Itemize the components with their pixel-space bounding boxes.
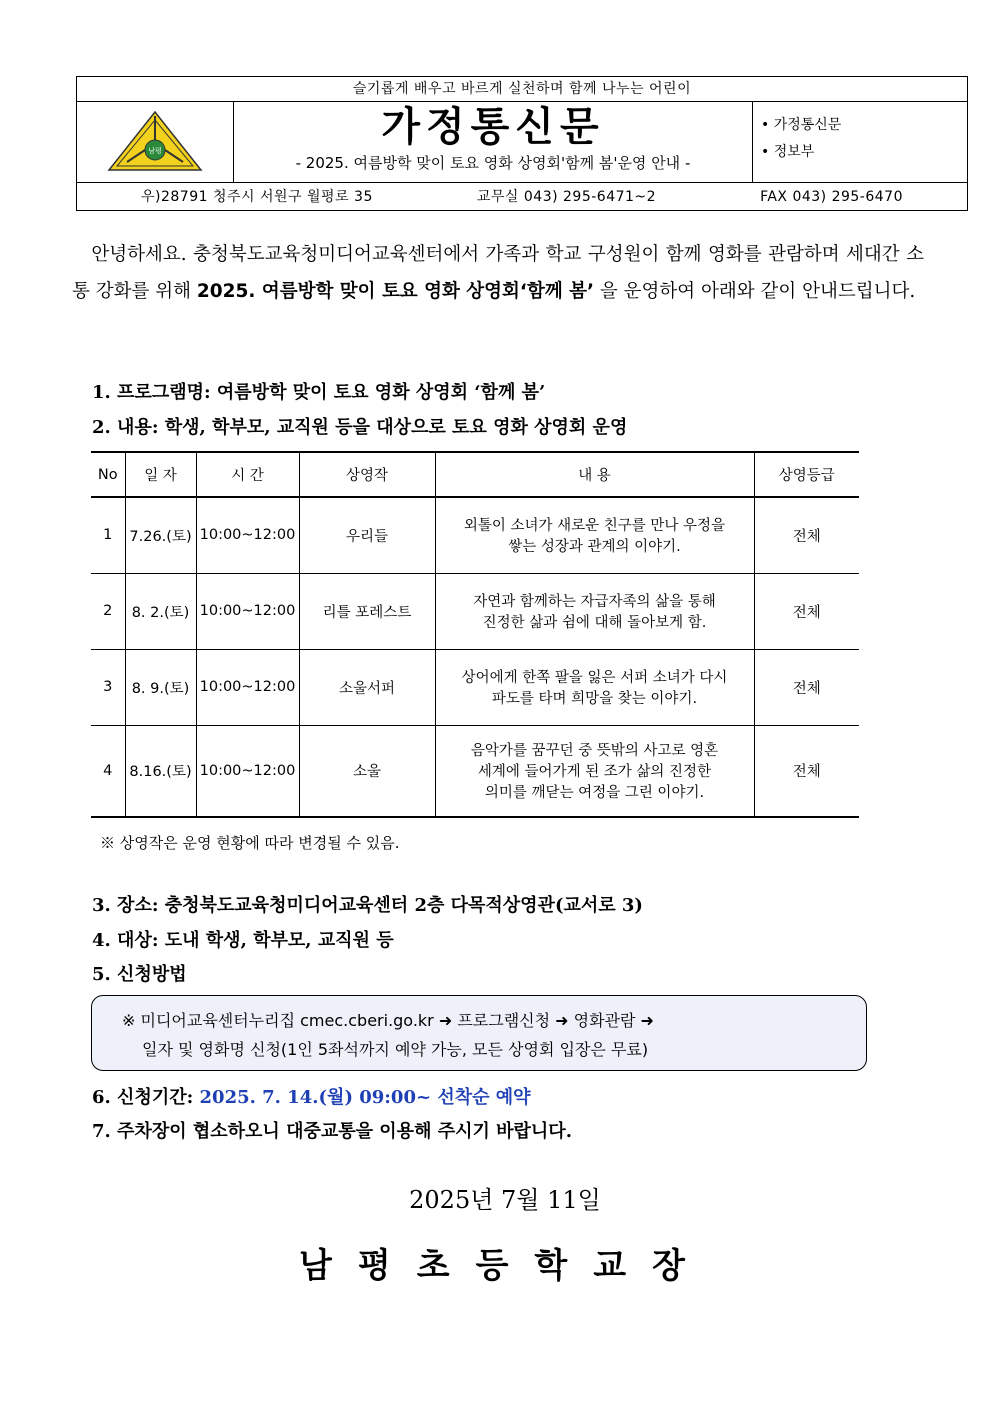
cell-no: 1: [91, 497, 125, 573]
item-program-name: 1. 프로그램명: 여름방학 맞이 토요 영화 상영회 ‘함께 봄’: [92, 382, 546, 403]
letterhead: [76, 76, 968, 211]
content-line: 음악가를 꿈꾸던 중 뜻밖의 사고로 영혼: [470, 743, 719, 760]
column-header-time: 시 간: [196, 452, 299, 497]
content-line: 파도를 타며 희망을 찾는 이야기.: [491, 691, 698, 707]
apply-period-label: 6. 신청기간:: [92, 1087, 200, 1108]
column-header-date: 일 자: [125, 452, 196, 497]
cell-no: 3: [91, 649, 125, 725]
apply-method-box: [91, 995, 867, 1071]
cell-no: 4: [91, 725, 125, 817]
content-line: 상어에게 한쪽 팔을 잃은 서퍼 소녀가 다시: [461, 670, 728, 686]
column-header-content: 내 용: [435, 452, 754, 497]
fax-number: FAX 043) 295-6470: [760, 189, 903, 205]
content-line: 세계에 들어가게 된 조가 삶의 진정한: [477, 764, 712, 781]
cell-date: 8.16.(토): [125, 725, 196, 817]
table-row: [91, 649, 859, 725]
cell-content: [435, 497, 754, 573]
address: 우)28791 청주시 서원구 월평로 35: [141, 189, 373, 205]
intro-text: 안녕하세요. 충청북도교육청미디어교육센터에서 가족과 학교 구성원이 함께 영화를 관람하며 세대간 소통 강화를 위해: [72, 244, 924, 302]
item-target: 4. 대상: 도내 학생, 학부모, 교직원 등: [92, 930, 394, 951]
cell-time: 10:00~12:00: [196, 725, 299, 817]
apply-period-value: 2025. 7. 14.(월) 09:00~ 선착순 예약: [199, 1087, 531, 1108]
apply-line-2: 일자 및 영화명 신청(1인 5좌석까지 예약 가능, 모든 상영회 입장은 무료): [142, 1040, 649, 1059]
cell-rating: 전체: [754, 497, 859, 573]
document-title: 가정통신문: [381, 104, 605, 150]
column-header-film: 상영작: [299, 452, 435, 497]
content-line: 쌓는 성장과 관계의 이야기.: [508, 539, 681, 556]
cell-no: 2: [91, 573, 125, 649]
cell-film: 우리들: [299, 497, 435, 573]
table-note: ※ 상영작은 운영 현황에 따라 변경될 수 있음.: [100, 834, 400, 852]
intro-bold-text: 2025. 여름방학 맞이 토요 영화 상영회‘함께 봄’: [196, 281, 595, 302]
cell-date: 8. 9.(토): [125, 649, 196, 725]
content-line: 외톨이 소녀가 새로운 친구를 만나 우정을: [463, 518, 726, 535]
cell-rating: 전체: [754, 725, 859, 817]
table-row: [91, 497, 859, 573]
cell-film: 소울서퍼: [299, 649, 435, 725]
contact-line: [77, 183, 967, 212]
intro-text-end: 을 운영하여 아래와 같이 안내드립니다.: [594, 281, 916, 302]
item-location: 3. 장소: 충청북도교육청미디어교육센터 2층 다목적상영관(교서로 3): [92, 895, 643, 916]
column-header-rating: 상영등급: [754, 452, 859, 497]
office-phone: 교무실 043) 295-6471~2: [476, 189, 657, 205]
cell-content: [435, 573, 754, 649]
table-row: [91, 573, 859, 649]
item-parking-notice: 7. 주차장이 협소하오니 대중교통을 이용해 주시기 바랍니다.: [92, 1121, 572, 1142]
apply-line-1: ※ 미디어교육센터누리집 cmec.cberi.go.kr ➜ 프로그램신청 ➜ 영화관람 ➜: [122, 1011, 654, 1030]
cell-film: 소울: [299, 725, 435, 817]
item-apply-method: 5. 신청방법: [92, 964, 187, 985]
school-logo: [77, 102, 234, 182]
side-item-newsletter: • 가정통신문: [761, 117, 842, 133]
cell-content: [435, 649, 754, 725]
side-info: [753, 102, 967, 182]
cell-time: 10:00~12:00: [196, 497, 299, 573]
logo-text: 남평: [148, 147, 162, 155]
school-motto: 슬기롭게 배우고 바르게 실천하며 함께 나누는 어린이: [77, 77, 967, 102]
schedule-table: [91, 451, 859, 818]
item-content: 2. 내용: 학생, 학부모, 교직원 등을 대상으로 토요 영화 상영회 운영: [92, 417, 628, 438]
table-header-row: [91, 452, 859, 497]
item-apply-period: [92, 1083, 531, 1109]
content-line: 의미를 깨닫는 여정을 그린 이야기.: [484, 785, 705, 802]
intro-paragraph: [72, 236, 924, 310]
cell-time: 10:00~12:00: [196, 649, 299, 725]
cell-time: 10:00~12:00: [196, 573, 299, 649]
table-row: [91, 725, 859, 817]
cell-date: 7.26.(토): [125, 497, 196, 573]
cell-content: [435, 725, 754, 817]
column-header-no: No: [91, 452, 125, 497]
cell-date: 8. 2.(토): [125, 573, 196, 649]
principal-signature: 남평초등학교장: [299, 1246, 711, 1286]
cell-rating: 전체: [754, 649, 859, 725]
content-line: 자연과 함께하는 자급자족의 삶을 통해: [473, 594, 716, 610]
school-emblem-icon: [105, 110, 205, 174]
cell-rating: 전체: [754, 573, 859, 649]
side-item-department: • 정보부: [761, 144, 815, 160]
cell-film: 리틀 포레스트: [299, 573, 435, 649]
document-subtitle: - 2025. 여름방학 맞이 토요 영화 상영회'함께 봄'운영 안내 -: [295, 154, 691, 172]
issue-date: 2025년 7월 11일: [409, 1186, 601, 1214]
content-line: 진정한 삶과 쉼에 대해 돌아보게 함.: [482, 615, 707, 631]
